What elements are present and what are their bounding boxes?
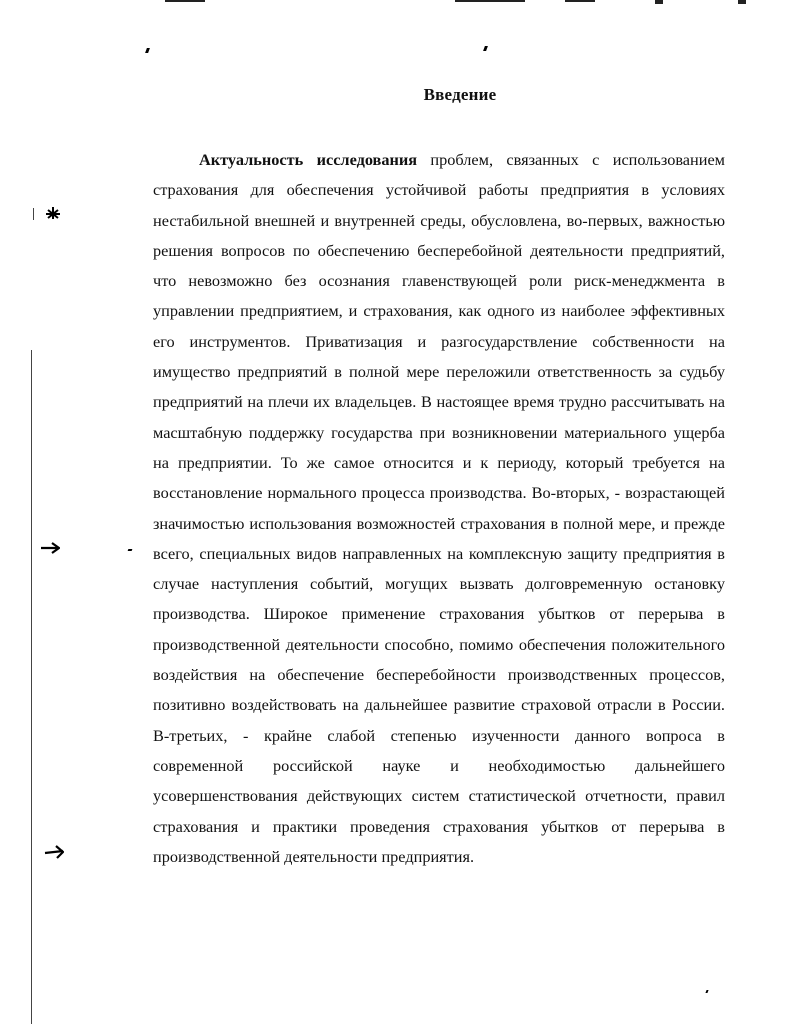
binding-rule	[31, 350, 32, 1024]
scan-artifact-top	[455, 0, 525, 2]
scan-speck	[128, 549, 133, 551]
scan-artifact-top	[565, 0, 595, 2]
scan-artifact-top	[165, 0, 205, 2]
scan-speck	[483, 46, 488, 51]
margin-mark-icon	[44, 845, 64, 863]
scan-artifact-top	[655, 0, 663, 4]
scan-artifact-top	[738, 0, 746, 4]
margin-mark-icon	[45, 206, 61, 224]
intro-paragraph	[153, 145, 725, 872]
body-text	[153, 145, 725, 872]
scan-speck	[705, 990, 708, 993]
margin-mark-icon	[40, 541, 60, 559]
lead-phrase: Актуальность исследования	[199, 150, 418, 169]
scan-speck	[145, 48, 150, 53]
page-title: Введение	[423, 85, 497, 104]
binding-rule	[33, 208, 34, 220]
paragraph-text: проблем, связанных с использованием страхования для обеспечения устойчивой работы предприятия в условиях нестабильной внешней и внутренней среды, обусловлена, во-первых, важностью решения вопросов по обеспечению бесперебойной деятельности предприятий, что невозможно без осознания главенствующей роли риск-менеджмента в управлении предприятием, и страхования, как одного из наиболее эффективных его инструментов. Приватизация и разгосударствление собственности на имущество предприятий в полной мере переложили ответственность за судьбу предприятий на плечи их владельцев. В настоящее время трудно рассчитывать на масштабную поддержку государства при возникновении материального ущерба на предприятии. То же самое относится и к периоду, который требуется на восстановление нормального процесса производства. Во-вторых, - возрастающей значимостью использования возможностей страхования в полной мере, и прежде всего, специальных видов направленных на комплексную защиту предприятия в случае наступления событий, могущих вызвать долговременную остановку производства. Широкое применение страхования убытков от перерыва в производственной деятельности способно, помимо обеспечения положительного воздействия на обеспечение бесперебойности производственных процессов, позитивно воздействовать на дальнейшее развитие страховой отрасли в России. В-третьих, - крайне слабой степенью изученности данного вопроса в современной российской науке и необходимостью дальнейшего усовершенствования действующих систем статистической отчетности, правил страхования и практики проведения страхования убытков от перерыва в производственной деятельности предприятия.	[153, 150, 725, 866]
